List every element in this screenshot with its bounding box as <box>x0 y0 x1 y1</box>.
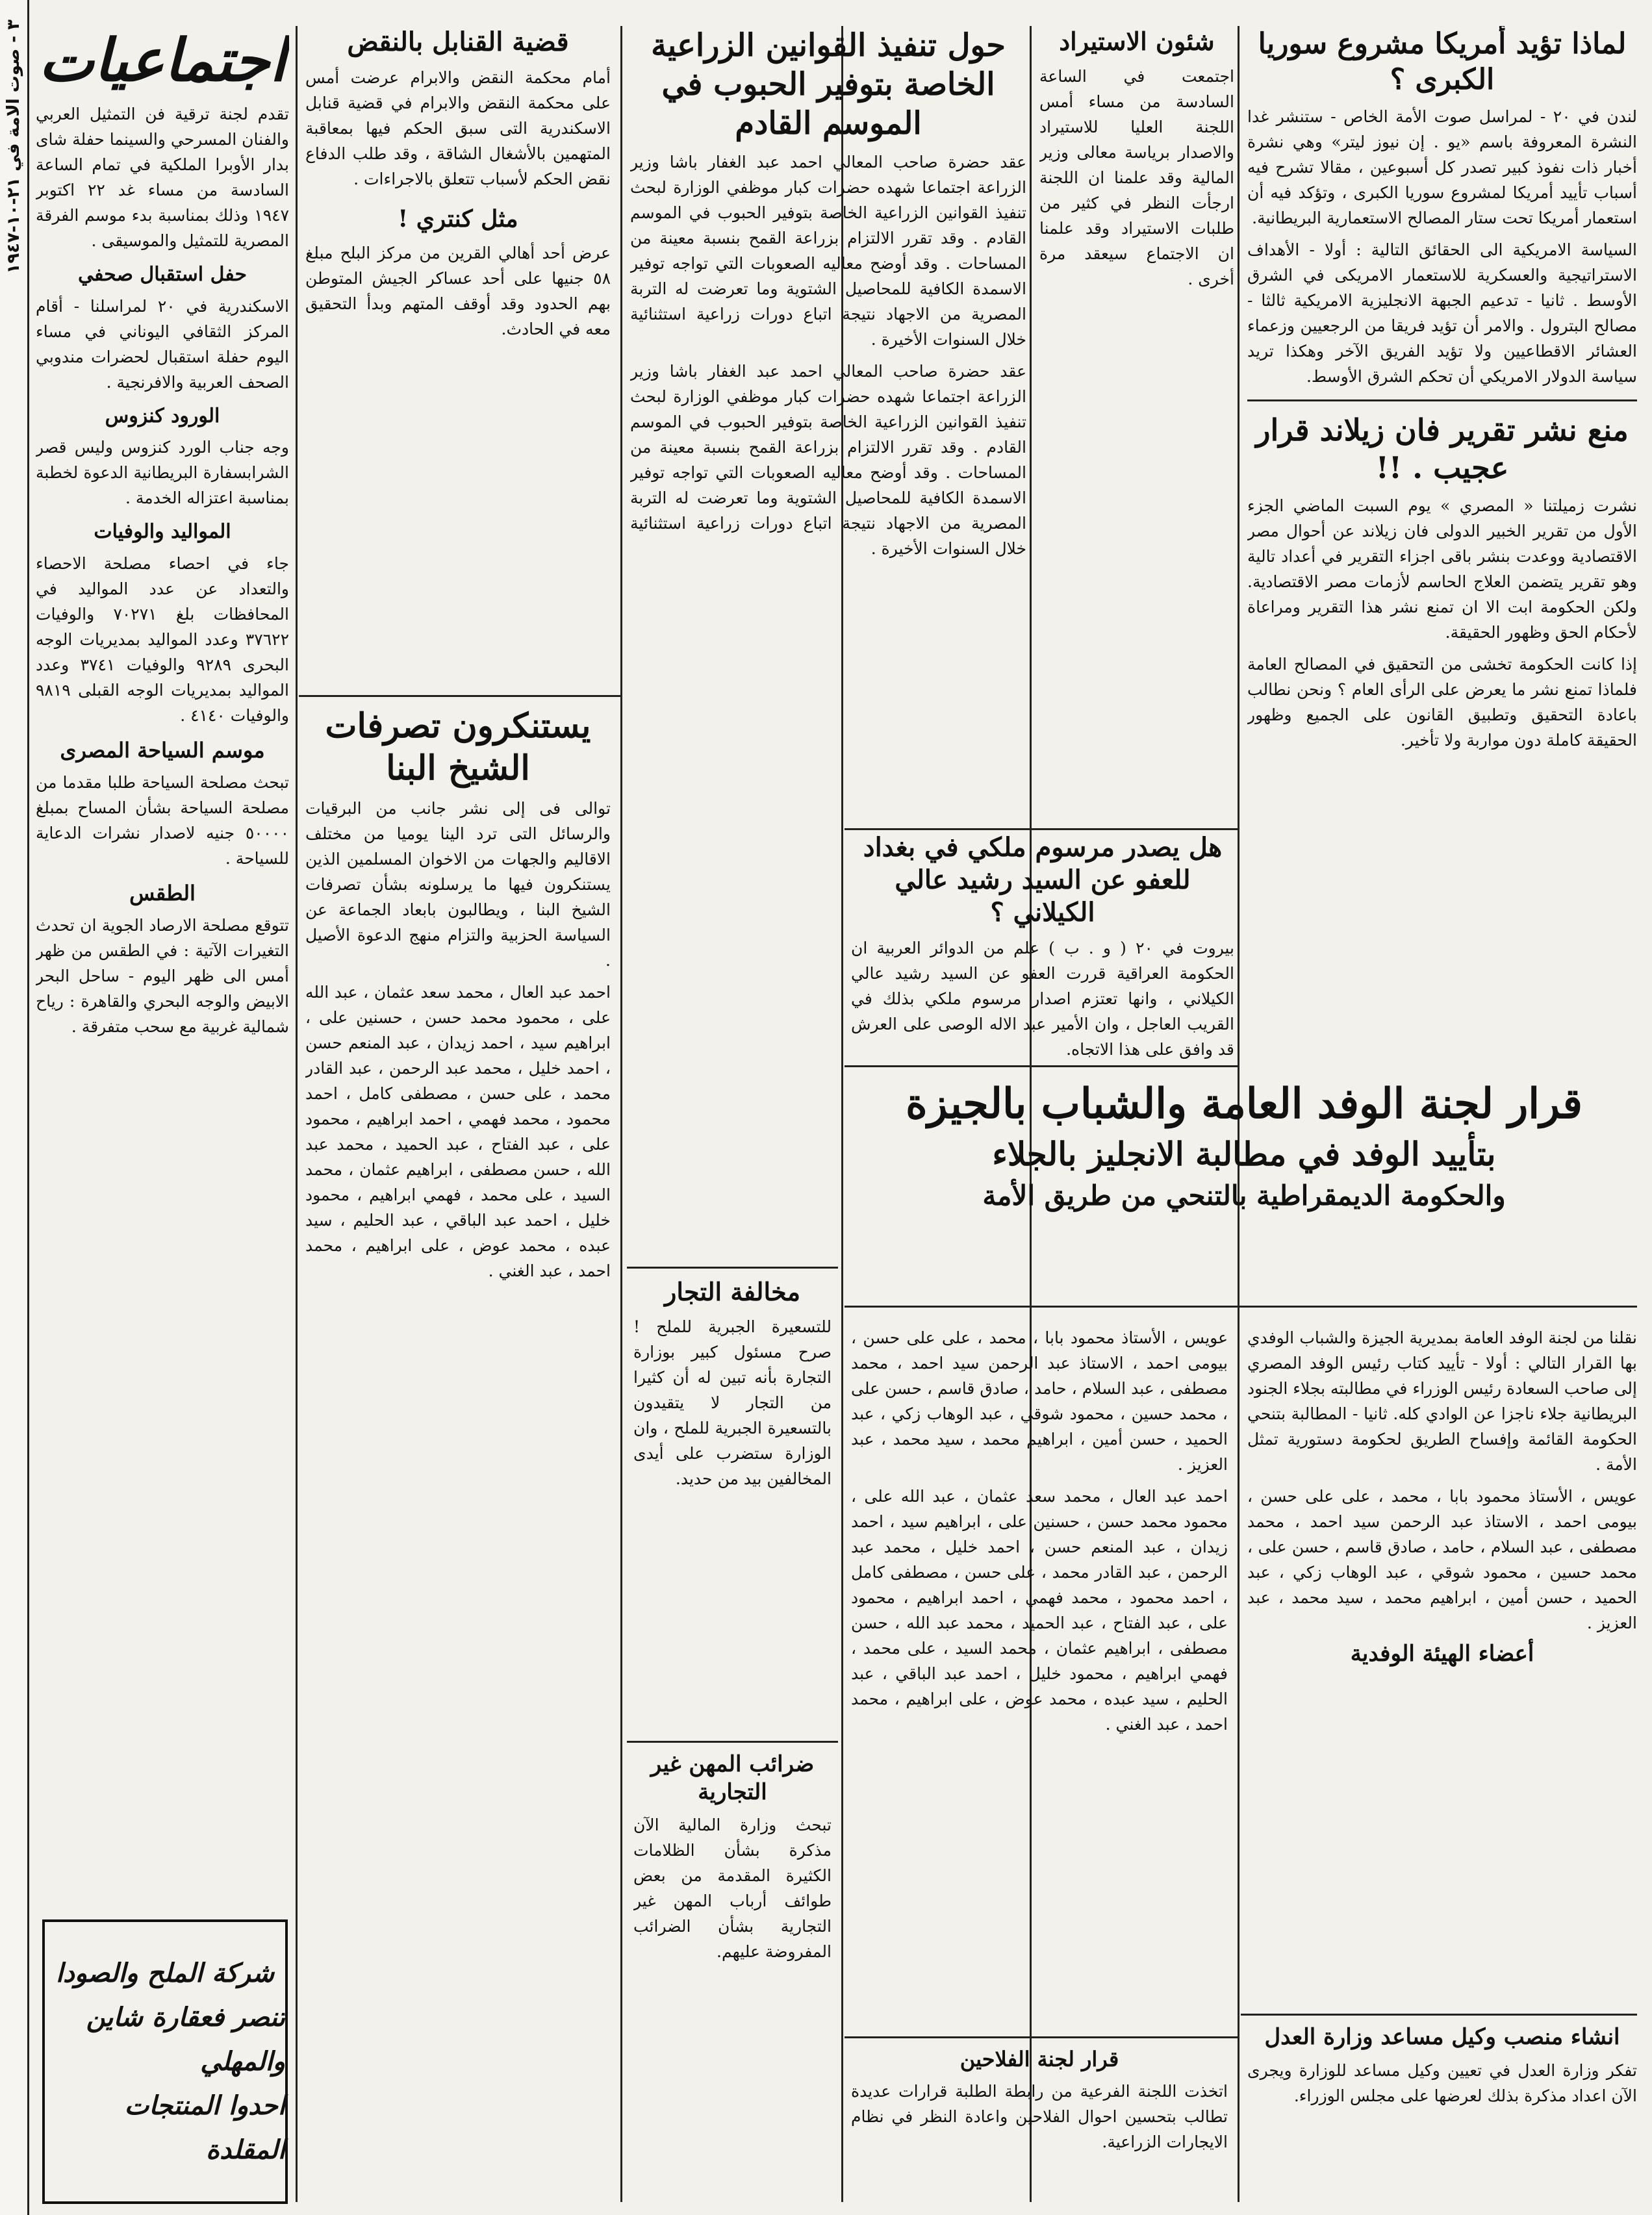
article-agriculture-continued: عقد حضرة صاحب المعالي احمد عبد الغفار باشا وزير الزراعة اجتماعا شهده حضرات كبار موظفي الوزارة لبحث تنفيذ القوانين الزراعية الخاصة بتوفير الحبوب في الموسم القادم . وقد تقرر الالتزام بزراعة القمح بنسبة معينة من المساحات . وقد أوضح معاليه الصعوبات التي تواجه توفير الاسمدة الكافية للمحاصيل الشتوية وما تعرضت له التربة المصرية من الاجهاد نتيجة اتباع دورات زراعية استثنائية خلال السنوات الأخيرة . <box>630 362 1026 558</box>
headline-import: شئون الاستيراد <box>1059 27 1215 56</box>
page-edge-strip <box>0 0 29 2215</box>
column-5 <box>36 26 289 1910</box>
headline-weather: الطقس <box>129 880 196 905</box>
headline-wafd: قرار لجنة الوفد العامة والشباب بالجيزة <box>906 1080 1582 1128</box>
article-weather: تتوقع مصلحة الارصاد الجوية ان تحدث التغيرات الآتية : في الطقس من ظهر أمس الى ظهر اليوم - ساحل البحر الابيض والوجه البحري والقاهرة : رياح شمالية غربية مع سحب متفرقة . <box>36 915 289 1036</box>
tax-block <box>633 1751 832 2205</box>
column-rule <box>620 26 622 2202</box>
article-wafd-names-continued: عويس ، الأستاذ محمود بابا ، محمد ، على على حسن ، بيومى احمد ، الاستاذ عبد الرحمن سيد احمد ، محمد مصطفى ، عبد السلام ، حامد ، صادق قاسم ، حسن على ، محمد حسين ، محمود شوقي ، عبد الوهاب زكي ، عبد الحميد ، حسن أمين ، ابراهيم محمد ، سيد محمد ، عبد العزيز . <box>851 1328 1228 1474</box>
justice-block <box>1247 2023 1637 2209</box>
column-rule <box>296 26 298 2202</box>
section-divider <box>845 2036 1238 2038</box>
article-roses: وجه جناب الورد كنزوس وليس قصر الشرابسفارة البريطانية الدعوة لخطبة بمناسبة اعتزاله الخدمة . <box>36 438 289 507</box>
column-1 <box>1247 26 1637 1215</box>
article-syria-body: السياسة الامريكية الى الحقائق التالية : أولا - الأهداف الاستراتيجية والعسكرية للاستعمار الامريكى في الشرق الأوسط . ثانيا - تدعيم الجبهة الانجليزية الامريكية ثالثا - مصالح البترول . والامر أن تؤيد فريقا من الرجعيين وزعماء العشائر الاقطاعيين ولا تؤيد الفريق الآخر وهكذا تريد سياسة الدولار الامريكي أن تحكم الشرق الأوسط. <box>1247 240 1637 386</box>
section-divider <box>1241 2014 1637 2016</box>
article-banna-names: احمد عبد العال ، محمد سعد عثمان ، عبد الله على ، محمود محمد حسن ، حسنين على ، ابراهيم سيد ، احمد زيدان ، عبد المنعم حسن ، احمد خليل ، محمد عبد الرحمن ، عبد القادر محمد ، على حسن ، مصطفى كامل ، احمد محمود ، محمد فهمي ، احمد ابراهيم ، محمود على ، عبد الفتاح ، عبد الحميد ، محمد عبد الله ، حسن مصطفى ، ابراهيم عثمان ، محمد السيد ، على محمد ، فهمي ابراهيم ، محمود خليل ، احمد عبد الباقي ، عبد الحليم ، سيد عبده ، محمد عوض ، على ابراهيم ، محمد احمد ، عبد الغني . <box>305 983 611 1280</box>
article-similar: عرض أحد أهالي القرين من مركز البلح مبلغ ٥٨ جنيها على أحد عساكر الجيش المتوطن بهم الحدود وقد أوقف المتهم وبدأ التحقيق معه في الحادث. <box>305 244 611 338</box>
headline-roses: الورود كنزوس <box>105 404 220 427</box>
article-names-list: احمد عبد العال ، محمد سعد عثمان ، عبد الله على ، محمود محمد حسن ، حسنين على ، ابراهيم سيد ، احمد زيدان ، عبد المنعم حسن ، احمد خليل ، محمد عبد الرحمن ، عبد القادر محمد ، على حسن ، مصطفى كامل ، احمد محمود ، محمد فهمي ، احمد ابراهيم ، محمود على ، عبد الفتاح ، عبد الحميد ، محمد عبد الله ، حسن مصطفى ، ابراهيم عثمان ، محمد السيد ، على محمد ، فهمي ابراهيم ، محمود خليل ، احمد عبد الباقي ، عبد الحليم ، سيد عبده ، محمد عوض ، على ابراهيم ، محمد احمد ، عبد الغني . <box>851 1487 1228 1734</box>
article-justice: تفكر وزارة العدل في تعيين وكيل مساعد للوزارة ويجرى الآن اعداد مذكرة بذلك لعرضها على مجلس الوزراء. <box>1247 2060 1637 2105</box>
headline-van-zeeland: منع نشر تقرير فان زيلاند قرار عجيب . !! <box>1256 412 1629 485</box>
article-reception: الاسكندرية في ٢٠ لمراسلنا - أقام المركز الثقافي اليوناني في مساء اليوم حفلة استقبال لحضرات مندوبي الصحف العربية والافرنجية . <box>36 296 289 392</box>
article-traders: للتسعيرة الجبرية للملح ! صرح مسئول كبير بوزارة التجارة بأنه تبين له أن كثيرا من التجار لا يتقيدون بالتسعيرة الجبرية للملح ، وان الوزارة ستضرب على أيدى المخالفين بيد من حديد. <box>633 1317 832 1488</box>
banna-block <box>305 705 611 2199</box>
farmers-block <box>851 2046 1228 2209</box>
headline-tourism: موسم السياحة المصرى <box>60 737 265 763</box>
salt-soda-ad <box>42 1919 288 2204</box>
section-divider <box>627 1741 838 1743</box>
ad-line-2: تنصر فعقارة شاين والمهلي <box>86 2002 285 2077</box>
article-social: تقدم لجنة ترقية فن التمثيل العربي والفنان المسرحي والسينما حفلة شاى بدار الأوبرا الملكية في تمام الساعة السادسة من مساء غد ٢٢ اكتوبر ١٩٤٧ وذلك بمناسبة بدء موسم الفرقة المصرية للتمثيل والموسيقى . <box>36 105 289 250</box>
article-van-zeeland: نشرت زميلتنا « المصري » يوم السبت الماضي الجزء الأول من تقرير الخبير الدولى فان زيلاند عن أحوال مصر الاقتصادية ووعدت بنشر باقى اجزاء التقرير في أعداد تالية وهو تقرير يتضمن العلاج الحاسم لأزمات مصر الاقتصادية. ولكن الحكومة ابت الا ان تمنع نشر هذا التقرير ومراعاة لأحكام الحق وظهور الحقيقة. <box>1247 496 1637 642</box>
wafd-footer: أعضاء الهيئة الوفدية <box>1350 1641 1534 1667</box>
section-divider <box>845 1306 1637 1308</box>
headline-reception: حفل استقبال صحفي <box>77 263 248 286</box>
headline-syria: لماذا تؤيد أمريكا مشروع سوريا الكبرى ؟ <box>1258 27 1627 96</box>
article-inquiry: إذا كانت الحكومة تخشى من التحقيق في المصالح العامة فلماذا تمنع نشر ما يعرض على الرأى العام ؟ ونحن نطالب باعادة التحقيق وتطبيق القانون على الجميع وظهور الحقيقة كاملة دون مواربة ولا تأخير. <box>1247 655 1637 750</box>
column-4 <box>305 26 611 689</box>
subheadline-wafd-2: والحكومة الديمقراطية بالتنحي من طريق الأمة <box>982 1179 1506 1211</box>
ad-company-name: شركة الملح والصودا <box>55 1958 275 1988</box>
headline-justice: انشاء منصب وكيل مساعد وزارة العدل <box>1264 2024 1620 2050</box>
section-divider <box>299 695 620 697</box>
headline-kilani: هل يصدر مرسوم ملكي في بغداد للعفو عن السيد رشيد عالي الكيلاني ؟ <box>863 832 1223 928</box>
column-2 <box>1039 26 1234 825</box>
article-syria-lead: لندن في ٢٠ - لمراسل صوت الأمة الخاص - ستنشر غدا النشرة المعروفة باسم «يو . إن نيوز ليتر» وهي نشرة أخبار ذات نفوذ كبير تصدر كل أسبوعين ، مقالا تشرح فيه أسباب تأييد أمريكا لمشروع سوريا الكبرى ، وتؤكد فيه أن استعمار أمريكا تحت ستار المصالح الاستعمارية البريطانية. <box>1247 107 1637 227</box>
trade-block <box>633 1276 832 1731</box>
article-wafd-names: عويس ، الأستاذ محمود بابا ، محمد ، على على حسن ، بيومى احمد ، الاستاذ عبد الرحمن سيد احمد ، محمد مصطفى ، عبد السلام ، حامد ، صادق قاسم ، حسن على ، محمد حسين ، محمود شوقي ، عبد الوهاب زكي ، عبد الحميد ، حسن أمين ، ابراهيم محمد ، سيد محمد ، عبد العزيز . <box>1247 1487 1637 1632</box>
article-agriculture: عقد حضرة صاحب المعالي احمد عبد الغفار باشا وزير الزراعة اجتماعا شهده حضرات كبار موظفي الوزارة لبحث تنفيذ القوانين الزراعية الخاصة بتوفير الحبوب في الموسم القادم . وقد تقرر الالتزام بزراعة القمح بنسبة معينة من المساحات . وقد أوضح معاليه الصعوبات التي تواجه توفير الاسمدة الكافية للمحاصيل الشتوية وما تعرضت له التربة المصرية من الاجهاد نتيجة اتباع دورات زراعية استثنائية خلال السنوات الأخيرة . <box>630 153 1026 349</box>
article-tourism: تبحث مصلحة السياحة طلبا مقدما من مصلحة السياحة بشأن المساح بمبلغ ٥٠٠٠٠ جنيه لاصدار نشرات الدعاية للسياحة . <box>36 772 289 868</box>
article-banna: توالى فى إلى نشر جانب من البرقيات والرسائل التى ترد الينا يوميا من مختلف الاقاليم والجهات من الاخوان المسلمين الذين يستنكرون فيها ما يرسلونه بشأن تصرفات الشيخ البنا ، ويطالبون بابعاد الجماعة عن السياسة الحزبية والتزام منهج الدعوة الأصيل . <box>305 799 611 970</box>
headline-agriculture: حول تنفيذ القوانين الزراعية الخاصة بتوفير الحبوب في الموسم القادم <box>651 27 1006 142</box>
article-tax: تبحث وزارة المالية الآن مذكرة بشأن الظلامات الكثيرة المقدمة من بعض طوائف أرباب المهن غير التجارية بشأن الضرائب المفروضة عليهم. <box>633 1816 832 1961</box>
wafd-names-column <box>851 1319 1228 2027</box>
headline-traders: مخالفة التجار <box>665 1277 800 1306</box>
masthead-date: ٣ - صوت الامة في ٢١-١٠-١٩٤٧ <box>4 19 23 274</box>
headline-bombs: قضية القنابل بالنقض <box>347 27 569 57</box>
article-births: جاء في احصاء مصلحة الاحصاء والتعداد عن عدد المواليد في المحافظات بلغ ٧٠٢٧١ والوفيات ٣٧٦٢٢ وعدد المواليد بمديريات الوجه البحرى ٩٢٨٩ والوفيات ٣٧٤١ وعدد المواليد بمديريات الوجه القبلى ٩٨١٩ والوفيات ٤١٤٠ . <box>36 553 289 725</box>
section-divider <box>1247 399 1637 401</box>
headline-similar: مثل كنتري ! <box>398 205 518 233</box>
ad-line-3: احدوا المنتجات المقلدة <box>124 2090 285 2165</box>
headline-births: المواليد والوفيات <box>94 520 231 543</box>
article-wafd: نقلنا من لجنة الوفد العامة بمديرية الجيزة والشباب الوفدي بها القرار التالي : أولا - تأييد كتاب رئيس الوفد المصري إلى صاحب السعادة رئيس الوزراء في مطالبته بجلاء الجنود البريطانية جلاء ناجزا عن الوادي كله. ثانيا - المطالبة بتنحي الحكومة القائمة وإفساح الطريق لحكومة دستورية تمثل الأمة . <box>1247 1328 1637 1474</box>
article-bombs: أمام محكمة النقض والابرام عرضت أمس على محكمة النقض والابرام في قضية قنابل الاسكندرية التى سبق الحكم فيها بمعاقبة المتهمين بالأشغال الشاقة ، وقد طلب الدفاع نقض الحكم لأسباب تتعلق بالاجراءات . <box>305 68 611 188</box>
wafd-body-column <box>1247 1319 1637 2007</box>
headline-farmers: قرار لجنة الفلاحين <box>959 2047 1119 2071</box>
article-import: اجتمعت في الساعة السادسة من مساء أمس اللجنة العليا للاستيراد والاصدار برياسة معالى وزير المالية وقد علمنا ان اللجنة ارجأت النظر في كثير من طلبات الاستيراد وقد علمنا ان الاجتماع سيعقد مرة أخرى . <box>1039 66 1234 288</box>
headline-banna: يستنكرون تصرفات الشيخ البنا <box>325 706 591 788</box>
headline-tax: ضرائب المهن غير التجارية <box>650 1751 815 1805</box>
article-farmers: اتخذت اللجنة الفرعية من رابطة الطلبة قرارات عديدة تطالب بتحسين احوال الفلاحين واعادة النظر في نظام الايجارات الزراعية. <box>851 2082 1228 2151</box>
subheadline-wafd-1: بتأييد الوفد في مطالبة الانجليز بالجلاء <box>992 1135 1496 1173</box>
column-3 <box>630 26 1026 1260</box>
article-kilani: بيروت في ٢٠ ( و . ب ) علم من الدوائر العربية ان الحكومة العراقية قررت العفو عن السيد رشيد عالي الكيلاني ، وانها تعتزم اصدار مرسوم ملكي بذلك في القريب العاجل ، وان الأمير عبد الاله الوصى على العرش قد وافق على هذا الاتجاه. <box>851 939 1234 1059</box>
headline-social: اجتماعيات <box>38 26 286 95</box>
section-divider <box>627 1267 838 1269</box>
